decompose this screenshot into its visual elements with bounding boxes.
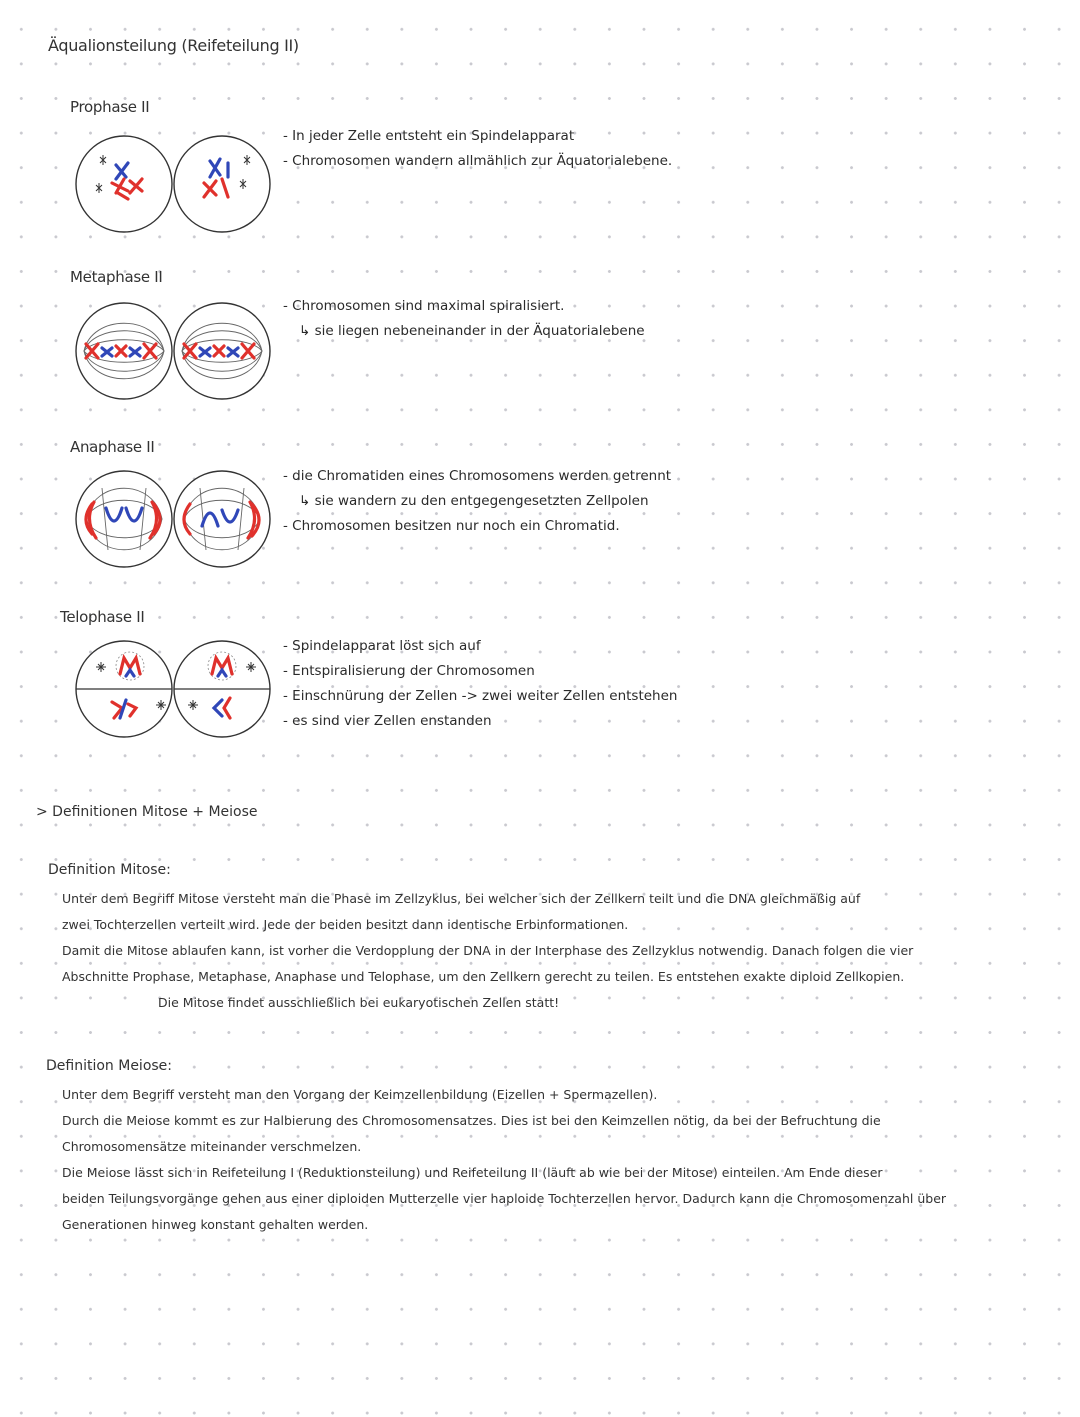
definition-line: Die Mitose findet ausschließlich bei eukaryotischen Zellen statt! — [158, 995, 560, 1010]
note-line: - Spindelapparat löst sich auf — [283, 638, 481, 654]
meiose-definition-text — [62, 1082, 946, 1238]
definitions-heading: > Definitionen Mitose + Meiose — [36, 804, 258, 820]
definition-line: Die Meiose lässt sich in Reifeteilung I (Reduktionsteilung) und Reifeteilung II (läuft ab wie bei der Mitose) einteilen. Am Ende dieser — [62, 1165, 883, 1180]
note-line: - Chromosomen wandern allmählich zur Äquatorialebene. — [283, 153, 673, 169]
metaphase-notes — [283, 294, 645, 344]
prophase-diagram — [72, 133, 277, 235]
note-line: - Chromosomen sind maximal spiralisiert. — [283, 298, 565, 314]
note-line: - es sind vier Zellen enstanden — [283, 713, 492, 729]
page-title: Äqualionsteilung (Reifeteilung II) — [48, 36, 299, 55]
definition-line: Abschnitte Prophase, Metaphase, Anaphase und Telophase, um den Zellkern gerecht zu teilen. Es entstehen exakte diploid Zellkopien. — [62, 969, 905, 984]
prophase-cell-left — [76, 136, 172, 232]
note-line: - die Chromatiden eines Chromosomens werden getrennt — [283, 468, 672, 484]
definition-line: Unter dem Begriff versteht man den Vorgang der Keimzellenbildung (Eizellen + Spermazellen). — [62, 1087, 658, 1102]
meiose-definition-title: Definition Meiose: — [46, 1058, 173, 1074]
definition-line: beiden Teilungsvorgänge gehen aus einer diploiden Mutterzelle vier haploide Tochterzellen hervor. Dadurch kann die Chromosomenzahl über — [62, 1191, 947, 1206]
telophase-diagram — [72, 638, 277, 740]
note-line: ↳ sie liegen nebeneinander in der Äquatorialebene — [299, 323, 645, 339]
note-line: - Chromosomen besitzen nur noch ein Chromatid. — [283, 518, 620, 534]
note-line: - In jeder Zelle entsteht ein Spindelapparat — [283, 128, 575, 144]
metaphase-title: Metaphase II — [70, 268, 163, 286]
definition-line: Generationen hinweg konstant gehalten werden. — [62, 1217, 369, 1232]
definition-line: Unter dem Begriff Mitose versteht man die Phase im Zellzyklus, bei welcher sich der Zellkern teilt und die DNA gleichmäßig auf — [62, 891, 861, 906]
prophase-title: Prophase II — [70, 98, 150, 116]
definition-line: Chromosomensätze miteinander verschmelzen. — [62, 1139, 362, 1154]
definition-line: zwei Tochterzellen verteilt wird. Jede der beiden besitzt dann identische Erbinformationen. — [62, 917, 629, 932]
anaphase-diagram — [72, 468, 277, 570]
telophase-title: Telophase II — [60, 608, 145, 626]
anaphase-title: Anaphase II — [70, 438, 155, 456]
note-line: - Entspiralisierung der Chromosomen — [283, 663, 535, 679]
note-line: - Einschnürung der Zellen -> zwei weiter Zellen entstehen — [283, 688, 678, 704]
definition-line: Durch die Meiose kommt es zur Halbierung des Chromosomensatzes. Dies ist bei den Keimzellen nötig, da bei der Befruchtung die — [62, 1113, 881, 1128]
metaphase-diagram — [72, 300, 277, 402]
anaphase-notes — [283, 464, 671, 539]
prophase-notes — [283, 124, 672, 174]
telophase-notes — [283, 634, 677, 734]
note-line: ↳ sie wandern zu den entgegengesetzten Zellpolen — [299, 493, 649, 509]
definition-line: Damit die Mitose ablaufen kann, ist vorher die Verdopplung der DNA in der Interphase des Zellzyklus notwendig. Danach folgen die vier — [62, 943, 914, 958]
mitose-definition-title: Definition Mitose: — [48, 862, 171, 878]
mitose-definition-text — [62, 886, 913, 1016]
